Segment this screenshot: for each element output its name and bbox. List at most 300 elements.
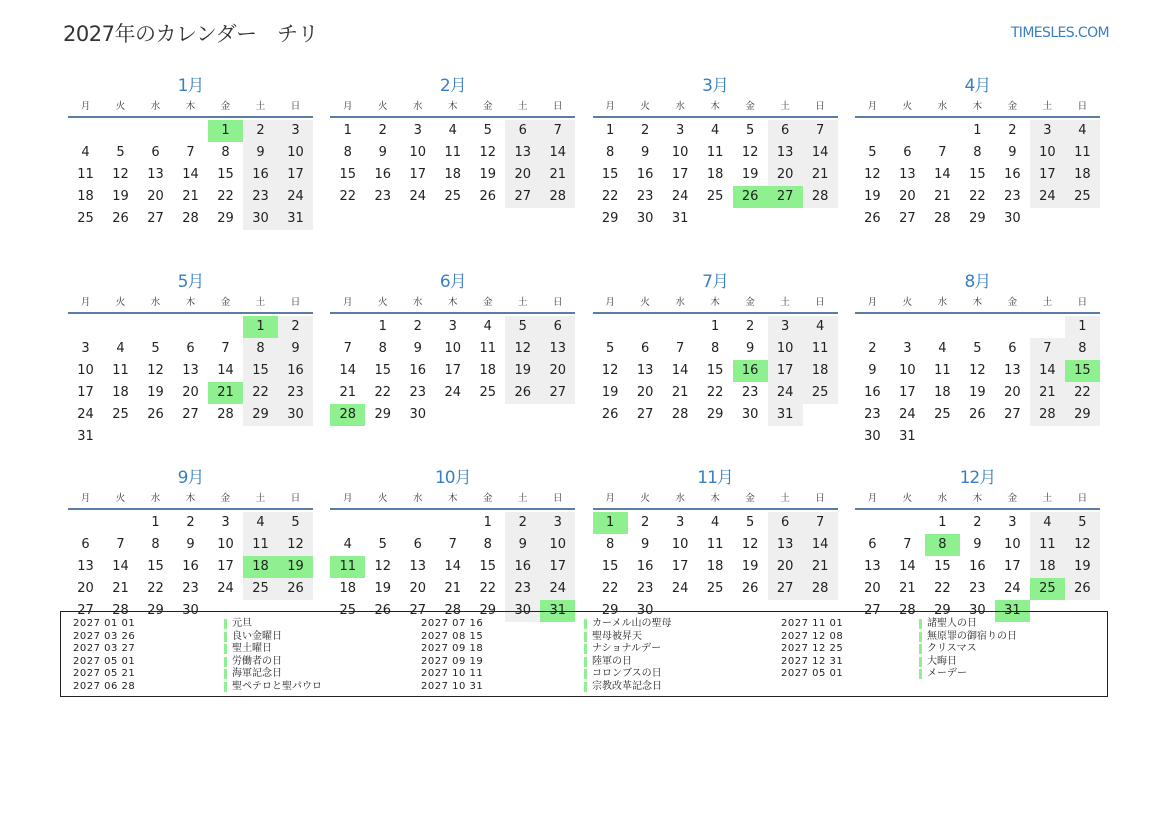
day-cell: 16	[636, 559, 654, 574]
day-cell: 9	[378, 145, 387, 160]
day-cell: 20	[636, 385, 654, 400]
day-cell: 18	[803, 360, 838, 382]
weekday-header	[68, 294, 313, 314]
day-cell: 4	[938, 341, 947, 356]
weekday-header	[68, 490, 313, 510]
page-title: 2027年のカレンダー チリ	[63, 22, 319, 46]
day-cell: 29	[217, 211, 234, 226]
holiday-day-cell: 18	[243, 556, 278, 578]
day-cell: 5	[605, 341, 615, 356]
day-cell: 26	[741, 581, 759, 596]
day-cell: 6	[186, 341, 195, 356]
day-cell: 10	[1030, 142, 1065, 164]
weekday-label: 土	[518, 297, 528, 308]
day-cell: 7	[343, 341, 352, 356]
day-cell: 21	[934, 189, 951, 204]
blank-cell	[663, 316, 698, 338]
day-cell: 12	[147, 363, 164, 378]
day-cell: 25	[934, 407, 951, 422]
month-name: 8月	[964, 272, 991, 292]
day-cell: 14	[444, 559, 462, 574]
day-cell: 9	[745, 341, 755, 356]
day-cell: 16	[182, 559, 199, 574]
day-cell: 1	[151, 515, 160, 530]
holiday-name: 聖母被昇天	[592, 630, 642, 642]
holiday-name: 大晦日	[927, 655, 957, 667]
day-cell: 15	[601, 167, 619, 182]
day-cell: 4	[1030, 512, 1065, 534]
day-cell: 20	[1004, 385, 1021, 400]
holiday-date: 2027 09 19	[421, 655, 484, 667]
weekday-header	[330, 294, 575, 314]
day-cell: 25	[339, 603, 357, 618]
day-cell: 1	[938, 515, 947, 530]
day-cell: 20	[899, 189, 916, 204]
day-cell: 7	[540, 120, 575, 142]
day-cell: 27	[182, 407, 199, 422]
day-cell: 22	[934, 581, 951, 596]
day-cell: 5	[378, 537, 387, 552]
weekday-label: 土	[780, 101, 790, 112]
day-grid	[855, 120, 1100, 230]
day-cell: 10	[671, 145, 689, 160]
day-cell: 26	[147, 407, 164, 422]
day-cell: 5	[151, 341, 160, 356]
day-cell: 12	[741, 145, 759, 160]
blank-cell	[68, 512, 103, 534]
day-cell: 20	[768, 164, 803, 186]
day-cell: 5	[483, 123, 492, 138]
day-cell: 5	[116, 145, 125, 160]
day-cell: 30	[243, 208, 278, 230]
day-cell: 26	[374, 603, 392, 618]
weekday-label: 月	[80, 297, 91, 308]
day-cell: 5	[505, 316, 540, 338]
holiday-marker	[919, 619, 922, 629]
blank-cell	[138, 120, 173, 142]
weekday-label: 金	[483, 101, 493, 112]
day-cell: 9	[505, 534, 540, 556]
weekday-header	[593, 490, 838, 510]
holiday-name: 諸聖人の日	[927, 618, 977, 629]
weekday-label: 日	[290, 493, 301, 504]
day-cell: 29	[147, 603, 164, 618]
day-grid	[330, 316, 575, 426]
holiday-name: コロンブスの日	[592, 668, 662, 680]
day-cell: 14	[112, 559, 129, 574]
day-cell: 9	[1008, 145, 1017, 160]
day-cell: 4	[803, 316, 838, 338]
day-cell: 22	[1065, 382, 1100, 404]
day-cell: 22	[339, 189, 357, 204]
day-cell: 13	[768, 142, 803, 164]
weekday-label: 月	[343, 101, 353, 112]
weekday-label: 火	[378, 493, 388, 504]
day-cell: 7	[675, 341, 685, 356]
day-cell: 24	[768, 382, 803, 404]
holiday-name: クリスマス	[927, 643, 977, 655]
day-cell: 12	[601, 363, 619, 378]
weekday-label: 火	[378, 101, 388, 112]
day-cell: 11	[112, 363, 129, 378]
day-cell: 26	[864, 211, 881, 226]
weekday-label: 日	[1077, 297, 1088, 308]
day-cell: 30	[636, 211, 654, 226]
weekday-label: 土	[518, 101, 528, 112]
weekday-header	[855, 98, 1100, 118]
weekday-label: 月	[343, 493, 353, 504]
day-cell: 21	[803, 556, 838, 578]
day-cell: 21	[1030, 382, 1065, 404]
day-cell: 18	[1030, 556, 1065, 578]
weekday-label: 日	[553, 101, 563, 112]
day-cell: 16	[278, 360, 313, 382]
day-cell: 9	[278, 338, 313, 360]
weekday-label: 月	[80, 101, 91, 112]
day-cell: 2	[640, 123, 650, 138]
day-cell: 24	[1030, 186, 1065, 208]
day-cell: 7	[803, 512, 838, 534]
day-cell: 10	[444, 341, 462, 356]
day-cell: 6	[1008, 341, 1017, 356]
day-cell: 10	[1004, 537, 1021, 552]
holiday-marker	[584, 682, 587, 692]
day-cell: 10	[899, 363, 916, 378]
day-cell: 31	[278, 208, 313, 230]
day-cell: 24	[77, 407, 94, 422]
weekday-label: 月	[867, 493, 878, 504]
blank-cell	[173, 120, 208, 142]
holiday-date: 2027 08 15	[421, 630, 484, 642]
weekday-label: 火	[115, 101, 126, 112]
day-cell: 5	[868, 145, 877, 160]
month-calendar	[593, 74, 838, 270]
day-cell: 2	[745, 319, 755, 334]
day-cell: 11	[243, 534, 278, 556]
day-cell: 7	[803, 120, 838, 142]
day-cell: 26	[969, 407, 986, 422]
day-cell: 21	[540, 164, 575, 186]
blank-cell	[330, 316, 365, 338]
weekday-label: 金	[220, 493, 231, 504]
day-cell: 3	[448, 319, 457, 334]
day-cell: 21	[112, 581, 129, 596]
day-cell: 26	[505, 382, 540, 404]
blank-cell	[890, 512, 925, 534]
day-cell: 15	[969, 167, 986, 182]
day-cell: 3	[675, 123, 685, 138]
day-cell: 28	[217, 407, 234, 422]
holiday-day-cell: 31	[995, 600, 1030, 622]
weekday-label: 水	[937, 297, 948, 308]
day-cell: 2	[378, 123, 387, 138]
day-cell: 7	[938, 145, 947, 160]
day-cell: 2	[413, 319, 422, 334]
day-cell: 1	[973, 123, 982, 138]
day-cell: 4	[81, 145, 90, 160]
holiday-date: 2027 03 26	[73, 630, 136, 642]
day-cell: 4	[1065, 120, 1100, 142]
day-cell: 2	[505, 512, 540, 534]
legend-item	[61, 668, 1107, 681]
day-cell: 18	[706, 559, 724, 574]
day-cell: 3	[1030, 120, 1065, 142]
month-calendar	[855, 270, 1100, 466]
month-name: 3月	[702, 76, 728, 96]
month-name: 7月	[702, 272, 728, 292]
day-cell: 24	[409, 189, 427, 204]
day-cell: 13	[540, 338, 575, 360]
month-name: 5月	[177, 272, 204, 292]
day-cell: 31	[77, 429, 94, 444]
weekday-label: 土	[780, 297, 790, 308]
day-cell: 12	[864, 167, 881, 182]
day-cell: 23	[741, 385, 759, 400]
day-cell: 12	[278, 534, 313, 556]
weekday-label: 月	[605, 297, 615, 308]
day-cell: 24	[278, 186, 313, 208]
day-cell: 14	[339, 363, 357, 378]
day-cell: 23	[1004, 189, 1021, 204]
day-cell: 7	[1030, 338, 1065, 360]
day-cell: 13	[899, 167, 916, 182]
day-cell: 22	[243, 382, 278, 404]
weekday-label: 金	[483, 493, 493, 504]
weekday-header	[330, 490, 575, 510]
day-cell: 9	[243, 142, 278, 164]
weekday-label: 金	[745, 493, 755, 504]
holiday-date: 2027 09 18	[421, 643, 484, 655]
day-cell: 17	[1004, 559, 1021, 574]
blank-cell	[68, 316, 103, 338]
day-cell: 15	[374, 363, 392, 378]
day-cell: 28	[1030, 404, 1065, 426]
day-cell: 29	[479, 603, 497, 618]
day-cell: 8	[1065, 338, 1100, 360]
day-cell: 17	[671, 559, 689, 574]
day-cell: 4	[483, 319, 492, 334]
day-cell: 17	[409, 167, 427, 182]
day-cell: 15	[934, 559, 951, 574]
blank-cell	[925, 316, 960, 338]
weekday-label: 水	[675, 101, 685, 112]
day-cell: 13	[1004, 363, 1021, 378]
weekday-label: 金	[1007, 297, 1018, 308]
month-name: 11月	[697, 468, 733, 488]
day-cell: 15	[147, 559, 164, 574]
holiday-marker	[919, 644, 922, 654]
day-cell: 28	[899, 603, 916, 618]
weekday-label: 日	[1077, 493, 1088, 504]
weekday-header	[593, 98, 838, 118]
month-calendar	[330, 74, 575, 270]
month-calendar	[855, 74, 1100, 270]
day-cell: 10	[278, 142, 313, 164]
legend-item	[61, 618, 1107, 631]
day-cell: 14	[803, 142, 838, 164]
day-cell: 18	[339, 581, 357, 596]
holiday-date: 2027 03 27	[73, 643, 136, 655]
day-cell: 20	[540, 360, 575, 382]
day-cell: 3	[540, 512, 575, 534]
legend-item	[61, 643, 1107, 656]
day-cell: 6	[81, 537, 90, 552]
day-cell: 29	[374, 407, 392, 422]
day-cell: 22	[601, 189, 619, 204]
day-cell: 13	[768, 534, 803, 556]
day-cell: 25	[243, 578, 278, 600]
day-cell: 5	[745, 515, 755, 530]
blank-cell	[960, 316, 995, 338]
holiday-date: 2027 12 31	[781, 655, 844, 667]
day-cell: 13	[636, 363, 654, 378]
day-cell: 20	[182, 385, 199, 400]
month-calendar	[330, 270, 575, 466]
day-cell: 29	[969, 211, 986, 226]
day-cell: 13	[182, 363, 199, 378]
weekday-label: 水	[413, 101, 423, 112]
day-cell: 13	[864, 559, 881, 574]
day-cell: 1	[378, 319, 387, 334]
day-cell: 15	[479, 559, 497, 574]
weekday-label: 土	[1042, 493, 1053, 504]
weekday-label: 土	[1042, 101, 1053, 112]
day-cell: 11	[934, 363, 951, 378]
day-cell: 11	[1030, 534, 1065, 556]
weekday-label: 木	[185, 493, 196, 504]
weekday-label: 金	[1007, 493, 1018, 504]
month-calendar	[68, 74, 313, 270]
day-cell: 6	[640, 341, 650, 356]
weekday-label: 木	[710, 297, 720, 308]
day-cell: 11	[803, 338, 838, 360]
day-cell: 28	[934, 211, 951, 226]
holiday-marker	[919, 669, 922, 679]
holiday-date: 2027 12 25	[781, 643, 844, 655]
holiday-date: 2027 11 01	[781, 618, 844, 629]
brand-logo-text[interactable]: TIMESLES.COM	[1010, 25, 1109, 41]
day-cell: 24	[1004, 581, 1021, 596]
day-cell: 19	[505, 360, 540, 382]
day-cell: 10	[540, 534, 575, 556]
day-cell: 16	[636, 167, 654, 182]
holiday-name: 聖ペテロと聖パウロ	[232, 680, 322, 692]
day-cell: 24	[217, 581, 234, 596]
weekday-label: 日	[290, 297, 301, 308]
holiday-date: 2027 10 31	[421, 680, 484, 692]
weekday-label: 火	[640, 493, 650, 504]
weekday-label: 水	[413, 493, 423, 504]
weekday-label: 金	[745, 101, 755, 112]
day-cell: 12	[479, 145, 497, 160]
weekday-label: 木	[972, 101, 983, 112]
holiday-day-cell: 11	[330, 556, 365, 578]
day-cell: 8	[710, 341, 720, 356]
day-cell: 14	[671, 363, 689, 378]
day-cell: 13	[505, 142, 540, 164]
day-cell: 23	[864, 407, 881, 422]
day-cell: 18	[112, 385, 129, 400]
day-cell: 6	[903, 145, 912, 160]
day-cell: 7	[903, 537, 912, 552]
weekday-label: 木	[448, 297, 458, 308]
day-cell: 2	[278, 316, 313, 338]
weekday-label: 水	[937, 493, 948, 504]
blank-cell	[855, 512, 890, 534]
day-cell: 9	[868, 363, 877, 378]
weekday-label: 日	[815, 493, 825, 504]
holiday-date: 2027 07 16	[421, 618, 484, 629]
weekday-label: 火	[640, 101, 650, 112]
day-cell: 28	[803, 578, 838, 600]
holiday-name: 聖土曜日	[232, 643, 272, 655]
day-cell: 15	[706, 363, 724, 378]
day-cell: 26	[601, 407, 619, 422]
blank-cell	[68, 120, 103, 142]
holiday-date: 2027 05 21	[73, 668, 136, 680]
weekday-label: 月	[343, 297, 353, 308]
day-cell: 27	[409, 603, 427, 618]
day-cell: 4	[710, 123, 720, 138]
day-cell: 8	[483, 537, 492, 552]
legend-item	[61, 656, 1107, 669]
day-cell: 3	[903, 341, 912, 356]
day-cell: 16	[505, 556, 540, 578]
weekday-label: 日	[290, 101, 301, 112]
blank-cell	[103, 512, 138, 534]
holiday-date: 2027 01 01	[73, 618, 136, 629]
day-cell: 26	[278, 578, 313, 600]
weekday-label: 木	[448, 101, 458, 112]
weekday-label: 月	[605, 493, 615, 504]
day-cell: 27	[540, 382, 575, 404]
weekday-label: 土	[255, 101, 266, 112]
day-cell: 26	[112, 211, 129, 226]
day-grid	[855, 512, 1100, 622]
blank-cell	[103, 316, 138, 338]
month-name: 10月	[434, 468, 471, 488]
day-cell: 21	[671, 385, 689, 400]
day-cell: 2	[1008, 123, 1017, 138]
day-cell: 14	[899, 559, 916, 574]
day-cell: 5	[1065, 512, 1100, 534]
day-cell: 10	[409, 145, 427, 160]
day-cell: 25	[803, 382, 838, 404]
holiday-name: 陸軍の日	[592, 655, 632, 667]
weekday-label: 水	[413, 297, 423, 308]
day-cell: 5	[278, 512, 313, 534]
day-cell: 7	[448, 537, 457, 552]
holiday-name: 宗教改革記念日	[592, 680, 662, 692]
holiday-date: 2027 05 01	[781, 668, 844, 680]
weekday-label: 金	[483, 297, 493, 308]
weekday-label: 木	[448, 493, 458, 504]
day-cell: 24	[540, 578, 575, 600]
day-cell: 22	[479, 581, 497, 596]
day-cell: 28	[444, 603, 462, 618]
day-cell: 1	[483, 515, 492, 530]
holiday-day-cell: 31	[540, 600, 575, 622]
day-cell: 26	[1065, 578, 1100, 600]
day-cell: 1	[1065, 316, 1100, 338]
day-cell: 15	[243, 360, 278, 382]
holiday-name: 無原罪の御宿りの日	[927, 630, 1017, 642]
day-cell: 4	[710, 515, 720, 530]
day-cell: 31	[768, 404, 803, 426]
day-cell: 12	[505, 338, 540, 360]
day-grid	[593, 512, 838, 622]
day-cell: 3	[413, 123, 422, 138]
